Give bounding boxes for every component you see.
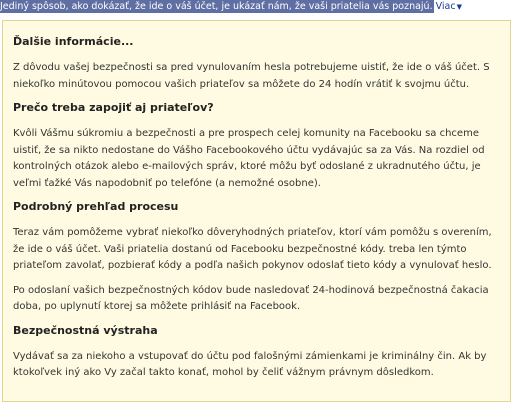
chevron-down-icon[interactable]: ▼ <box>456 3 462 11</box>
more-link[interactable] <box>434 0 462 14</box>
section-heading-why-friends: Prečo treba zapojiť aj priateľov? <box>13 101 214 114</box>
section-heading-process-overview: Podrobný prehľad procesu <box>13 200 179 213</box>
section-paragraph: Teraz vám pomôžeme vybrať niekoľko dôveryhodných priateľov, ktorí vám pomôžu s overením, že ide o váš účet. Vaši priatelia dostanú od Facebooku bezpečnostné kódy. treba len týmto priateľom zavolať, pozbierať kódy a podľa našich pokynov odoslať tieto kódy a vynulovať heslo. <box>13 227 492 271</box>
more-info-panel <box>2 20 511 402</box>
section-paragraph: Z dôvodu vašej bezpečnosti sa pred vynulovaním hesla potrebujeme uistiť, že ide o váš účet. S niekoľko minútovou pomocou vašich priateľov sa môžete do 24 hodín vrátiť k svojmu účtu. <box>13 62 490 90</box>
section-paragraph: Vydávať sa za niekoho a vstupovať do účtu pod falošnými zámienkami je kriminálny čin. Ak by ktokoľvek iný ako Vy začal takto konať, mohol by čeliť vážnym právnym dôsledkom. <box>13 350 487 378</box>
section-paragraph: Kvôli Vášmu súkromiu a bezpečnosti a pre prospech celej komunity na Facebooku sa chceme uistiť, že sa nikto nedostane do Vášho Facebookového účtu vydávajúc sa za Vás. Na rozdiel od kontrolných otázok alebo e-mailových správ, ktoré môžu byť odoslané z ukradnutého účtu, je veľmi ťažké Vás napodobniť po telefóne (a nemožné osobne). <box>13 128 485 189</box>
more-label[interactable]: Viac <box>435 1 456 12</box>
section-paragraph: Po odoslaní vašich bezpečnostných kódov bude nasledovať 24-hodinová bezpečnostná čakacia doba, po uplynutí ktorej sa môžete prihlásiť na Facebook. <box>13 284 489 312</box>
section-heading-security-warning: Bezpečnostná výstraha <box>13 323 158 337</box>
section-heading-more-info: Ďalšie informácie... <box>13 35 134 48</box>
selected-intro-text: Jediný spôsob, ako dokázať, že ide o váš účet, je ukázať nám, že vaši priatelia vás poznajú. <box>0 1 433 12</box>
top-bar <box>0 0 515 14</box>
